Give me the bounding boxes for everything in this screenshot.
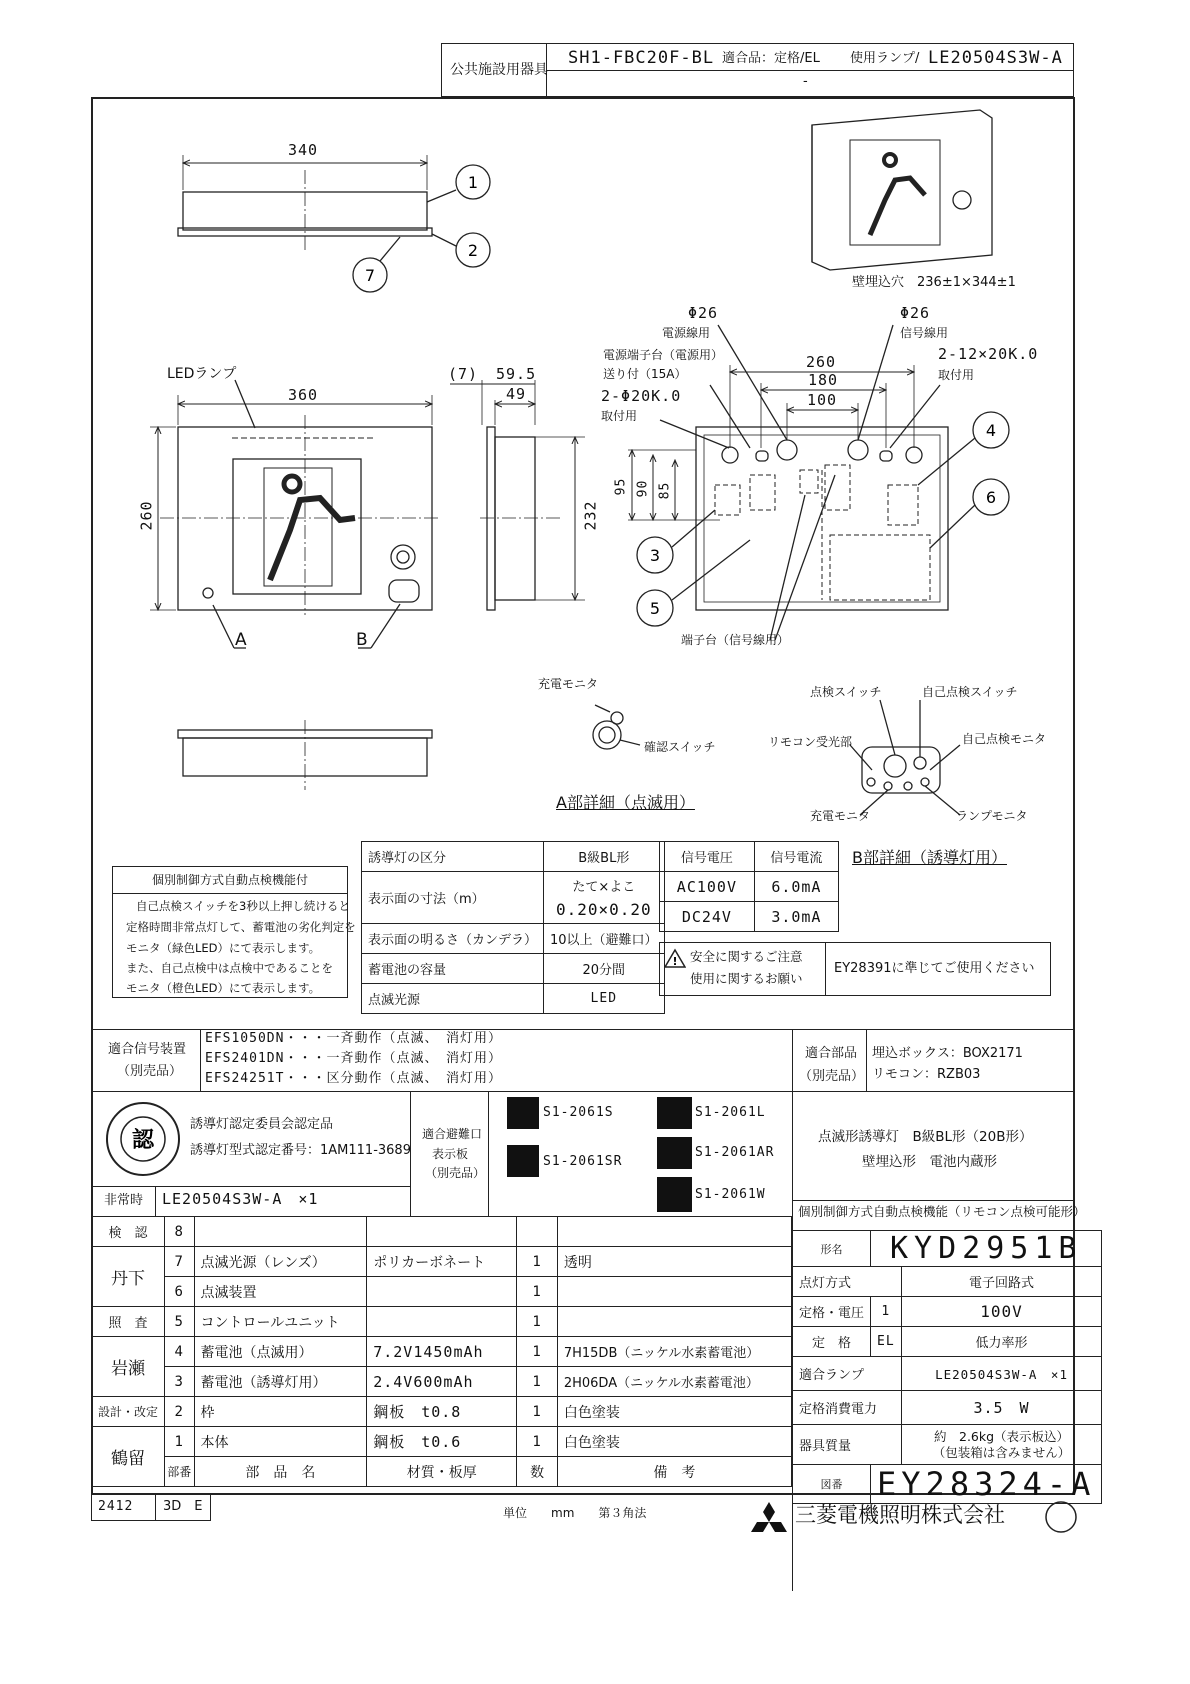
safety-line-2: 使用に関するお願い [690,971,803,986]
part-qty: 1 [517,1247,557,1277]
panel-item: S1-2061AR [695,1145,775,1160]
model-number: KYD2951B [871,1231,1102,1267]
footer-unit: 単位 mm 第３角法 [503,1506,647,1520]
b-check-switch: 点検スイッチ [810,685,882,699]
b-self-check-switch: 自己点検スイッチ [922,685,1018,699]
drawing-number: EY28324-A [871,1465,1102,1504]
safety-divider [825,942,826,996]
part-note: 透明 [557,1247,791,1277]
approval-iwase: 岩瀬 [92,1337,165,1397]
panels-label-3: （別売品） [425,1166,486,1180]
emergency-value: LE20504S3W-A ×1 [162,1190,319,1208]
b-charge-monitor: 充電モニタ [810,809,871,823]
part-material [367,1277,517,1307]
dim-100: 100 [807,391,838,409]
compat-signal-label: 適合信号装置 [108,1042,187,1057]
spec-key: 誘導灯の区分 [362,842,544,872]
part-qty: 1 [517,1277,557,1307]
b-remote-receiver: リモコン受光部 [768,735,853,749]
header-lamp-label: 使用ランプ/ [850,51,920,66]
mass-key: 器具質量 [793,1425,902,1465]
a-charge-monitor: 充電モニタ [538,677,599,691]
part-name: 本体 [194,1427,367,1457]
dim-90: 90 [635,479,651,498]
header-category: 公共施設用器具 [450,62,548,78]
spec-val: 10以上（避難口） [544,924,665,954]
approval-tsurudome: 鶴留 [92,1427,165,1487]
dim-7: (7) [448,365,479,383]
b-detail-title: B部詳細（誘導灯用） [852,848,1007,867]
terminal-signal-label: 端子台（信号線用） [681,633,790,647]
cert-line-1: 誘導灯認定委員会認定品 [190,1117,334,1132]
parts-header-note: 備 考 [557,1457,791,1487]
callout-4: 4 [985,421,997,440]
voltage-value: 100V [901,1297,1102,1327]
parts-header-name: 部 品 名 [194,1457,367,1487]
power-wire-label: 電源線用 [662,326,711,340]
col-rule-panels [488,1091,489,1216]
part-no: 1 [165,1427,194,1457]
svg-text:認: 認 [131,1128,155,1153]
dim-260: 260 [137,500,156,531]
mount-left-label: 2-Φ20K.0 [601,387,682,405]
spec-val: 20分間 [544,954,665,984]
b-self-check-monitor: 自己点検モニタ [962,732,1047,746]
parts-header-qty: 数 [517,1457,557,1487]
dim-49: 49 [506,385,527,403]
part-name: 蓄電池（点滅用） [194,1337,367,1367]
part-name: 蓄電池（誘導灯用） [194,1367,367,1397]
row-rule-1 [91,1029,1075,1030]
lamp-value: LE20504S3W-A ×1 [901,1357,1102,1391]
panels-label-2: 表示板 [432,1147,469,1161]
mass-value-2: （包装箱は含みません） [932,1444,1071,1460]
cert-line-2: 誘導灯型式認定番号：1AM111-3689 [190,1143,411,1158]
spec-val-size: 0.20×0.20 [555,900,652,919]
b-lamp-monitor: ランプモニタ [956,809,1028,823]
circle-mark-icon [1044,1500,1078,1534]
mount-right-sub: 取付用 [938,368,975,382]
part-qty: 1 [517,1367,557,1397]
part-note [557,1307,791,1337]
signal-voltage: AC100V [660,872,755,902]
part-material: 鋼板 t0.8 [367,1397,517,1427]
compat-parts-label-2: （別売品） [799,1069,865,1084]
callout-1: 1 [467,173,479,192]
footer-company: 三菱電機照明株式会社 [795,1503,1005,1527]
power-terminal-label: 電源端子台（電源用） [603,348,724,362]
approval-design: 設計・改定 [92,1397,165,1427]
a-detail-title: A部詳細（点滅用） [556,793,695,812]
spec-val-sub: たて×よこ [572,880,636,895]
note-line-5: モニタ（橙色LED）にて表示します。 [126,981,321,995]
compat-signal-item: EFS24251T・・・区分動作（点滅、 消灯用） [205,1071,502,1086]
product-table [792,1230,1102,1504]
power-key: 定格消費電力 [793,1391,902,1425]
part-material [367,1217,517,1247]
signal-table [659,841,839,932]
part-no: 5 [165,1307,194,1337]
part-name: 枠 [194,1397,367,1427]
compat-signal-label-2: （別売品） [117,1064,183,1079]
signal-wire-label: 信号線用 [900,326,949,340]
emergency-label: 非常時 [104,1193,144,1208]
part-material: ポリカーボネート [367,1247,517,1277]
callout-7: 7 [364,266,376,285]
footer-date: 2412 [98,1499,134,1514]
rating-code: EL [871,1327,902,1357]
compat-signal-item: EFS1050DN・・・一斉動作（点滅、 消灯用） [205,1031,502,1046]
part-name: コントロールユニット [194,1307,367,1337]
signal-header-current: 信号電流 [754,842,838,872]
part-no: 8 [165,1217,194,1247]
lighting-key: 点灯方式 [793,1267,902,1297]
part-qty: 1 [517,1307,557,1337]
dim-59-5: 59.5 [496,365,537,383]
note-line-4: また、自己点検中は点検中であることを [126,961,333,975]
exit-arrow-both-icon [657,1177,692,1212]
lighting-value: 電子回路式 [901,1267,1102,1297]
model-label: 形名 [793,1231,871,1267]
part-note: 7H15DB（ニッケル水素蓄電池） [557,1337,791,1367]
safety-line-1: 安全に関するご注意 [690,949,803,964]
header-dash: - [803,74,808,89]
panels-label-1: 適合避難口 [422,1127,483,1141]
parts-header-no: 部番 [165,1457,194,1487]
dim-340: 340 [288,141,319,159]
callout-5: 5 [649,599,661,618]
safety-ref: EY28391に準じてご使用ください [834,961,1035,976]
wall-opening-label: 壁埋込穴 236±1×344±1 [852,275,1016,290]
exit-sign-icon [507,1097,539,1129]
signal-voltage: DC24V [660,902,755,932]
dim-360: 360 [288,386,319,404]
callout-2: 2 [467,241,479,260]
col-rule [200,1029,201,1091]
part-no: 6 [165,1277,194,1307]
feed-label: 送り付（15A） [603,367,687,381]
part-no: 7 [165,1247,194,1277]
col-rule-emergency [155,1186,156,1216]
spec-val: B級BL形 [544,842,665,872]
header-model-line: SH1-FBC20F-BL [568,48,715,68]
note-line-3: モニタ（緑色LED）にて表示します。 [126,941,321,955]
note-title: 個別制御方式自動点検機能付 [152,873,309,887]
compat-parts-remote: リモコン：RZB03 [872,1067,981,1082]
panel-item: S1-2061SR [543,1154,623,1169]
note-line-2: 定格時間非常点灯して、蓄電池の劣化判定を [126,920,356,934]
spec-key: 蓄電池の容量 [362,954,544,984]
spec-key: 表示面の寸法（m） [362,872,544,924]
part-name: 点滅光源（レンズ） [194,1247,367,1277]
part-qty: 1 [517,1427,557,1457]
col-rule-parts [866,1029,867,1091]
mass-value [901,1425,1102,1465]
part-name: 点滅装置 [194,1277,367,1307]
power-value: 3.5 W [901,1391,1102,1425]
product-feature: 個別制御方式自動点検機能（リモコン点検可能形） [798,1204,1086,1219]
header-compat-label: 適合品：定格/EL [722,51,820,66]
spec-key: 表示面の明るさ（カンデラ） [362,924,544,954]
part-material: 7.2V1450mAh [367,1337,517,1367]
note-rule [112,893,348,894]
mount-left-sub: 取付用 [601,409,638,423]
phi26-right: Φ26 [900,304,931,322]
part-note: 2H06DA（ニッケル水素蓄電池） [557,1367,791,1397]
row-rule-feature [792,1200,1075,1201]
signal-current: 6.0mA [754,872,838,902]
spec-val [544,872,665,924]
certification-seal-icon [104,1100,182,1178]
lamp-key: 適合ランプ [793,1357,902,1391]
mount-right-label: 2-12×20K.0 [938,345,1039,363]
compat-signal-item: EFS2401DN・・・一斉動作（点滅、 消灯用） [205,1051,502,1066]
part-note: 白色塗装 [557,1427,791,1457]
dim-95: 95 [613,477,629,496]
part-note [557,1217,791,1247]
note-line-1: 自己点検スイッチを3秒以上押し続けると [136,899,350,913]
approval-check: 検 認 [92,1217,165,1247]
part-qty: 1 [517,1337,557,1367]
mitsubishi-logo-icon [748,1500,790,1536]
dim-232: 232 [581,500,600,531]
spec-table [361,841,665,1014]
signal-current: 3.0mA [754,902,838,932]
callout-3: 3 [649,546,661,565]
voltage-key: 定格・電圧 [793,1297,871,1327]
row-rule-2 [91,1091,1075,1092]
product-desc-2: 壁埋込形 電池内蔵形 [862,1154,997,1170]
rating-key: 定 格 [793,1327,871,1357]
part-material: 2.4V600mAh [367,1367,517,1397]
warning-icon [664,948,686,968]
voltage-count: 1 [871,1297,902,1327]
part-name [194,1217,367,1247]
signal-header-voltage: 信号電圧 [660,842,755,872]
dim-180: 180 [808,371,839,389]
label-a: A [235,630,247,650]
rating-value: 低力率形 [901,1327,1102,1357]
drawing-label: 図番 [793,1465,871,1504]
parts-table [91,1216,792,1487]
label-b: B [356,630,368,650]
a-check-switch: 確認スイッチ [644,740,716,754]
part-material [367,1307,517,1337]
spec-key: 点滅光源 [362,984,544,1014]
part-note [557,1277,791,1307]
exit-arrow-right-icon [657,1137,692,1169]
exit-arrow-left-icon [657,1097,692,1129]
product-desc-1: 点滅形誘導灯 B級BL形（20B形） [818,1129,1033,1145]
approval-tanshita: 丹下 [92,1247,165,1307]
footer-type: 3D E [163,1499,203,1514]
compat-parts-label: 適合部品 [805,1046,858,1061]
dim-85: 85 [657,481,673,500]
part-no: 3 [165,1367,194,1397]
mass-value-1: 約 2.6kg（表示板込） [934,1428,1070,1444]
approval-shosa: 照 査 [92,1307,165,1337]
parts-header-material: 材質・板厚 [367,1457,517,1487]
exit-sign-icon [507,1145,539,1177]
spec-val: LED [544,984,665,1014]
compat-parts-box: 埋込ボックス：BOX2171 [872,1046,1023,1061]
part-material: 鋼板 t0.6 [367,1427,517,1457]
panel-item: S1-2061S [543,1105,614,1120]
part-no: 2 [165,1397,194,1427]
part-note: 白色塗装 [557,1397,791,1427]
part-no: 4 [165,1337,194,1367]
panel-item: S1-2061L [695,1105,766,1120]
part-qty: 1 [517,1397,557,1427]
phi26-left: Φ26 [688,304,719,322]
part-qty [517,1217,557,1247]
callout-6: 6 [985,488,997,507]
row-rule-emergency [91,1186,410,1187]
panel-item: S1-2061W [695,1187,766,1202]
svg-text:!: ! [672,955,678,968]
header-lamp-model: LE20504S3W-A [928,48,1063,68]
led-lamp-label: LEDランプ [167,366,237,382]
dim-260b: 260 [806,353,837,371]
footer-divider [155,1495,156,1521]
